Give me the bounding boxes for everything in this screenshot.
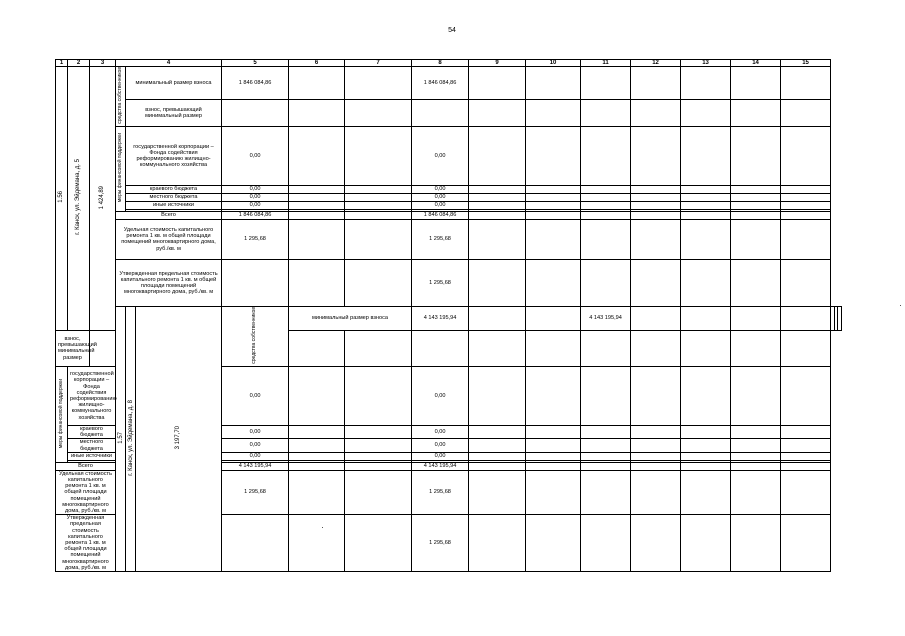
row-label: государственной корпорации – Фонда содействия реформированию жилищно-коммунального хозяйства [68,366,116,425]
col5-value: 1 846 084,86 [222,67,289,100]
empty-cell [581,185,631,193]
header-row [56,60,842,67]
empty-cell [781,201,831,209]
row-label: иные источники [68,452,116,460]
col5-value [222,515,289,572]
table-row [56,201,842,209]
row-area: 1 424,89 [90,67,116,331]
empty-cell [289,211,345,219]
empty-cell [781,99,831,126]
empty-cell [681,515,731,572]
empty-cell [731,67,781,100]
table-row [56,306,842,330]
empty-cell [469,126,526,185]
table-row [56,67,842,100]
empty-cell [781,425,831,438]
empty-cell [781,193,831,201]
empty-cell [631,425,681,438]
empty-cell [526,193,581,201]
empty-cell [731,306,781,330]
col8-value: 0,00 [412,366,469,425]
empty-cell [345,126,412,185]
col5-value: 0,00 [222,201,289,209]
empty-cell [731,470,781,514]
empty-cell [681,201,731,209]
empty-cell [469,452,526,460]
empty-cell [581,67,631,100]
col8-value: 0,00 [412,193,469,201]
empty-cell [289,99,345,126]
empty-cell [289,330,345,366]
col5-value: 4 143 195,94 [412,306,469,330]
empty-cell [526,126,581,185]
table-row [56,193,842,201]
header-cell: 9 [469,60,526,67]
col5-value: 0,00 [222,452,289,460]
header-cell: 10 [526,60,581,67]
header-cell: 15 [781,60,831,67]
empty-cell [631,67,681,100]
empty-cell [469,201,526,209]
header-cell: 5 [222,60,289,67]
empty-cell [681,366,731,425]
empty-cell [681,452,731,460]
empty-cell [345,99,412,126]
empty-cell [289,439,345,452]
row-area: 3 197,70 [136,306,222,571]
col5-value: 1 295,68 [222,470,289,514]
row-label: Утвержденная предельная стоимость капитального ремонта 1 кв. м общей площади помещений многоквартирного дома, руб./кв. м [116,259,222,306]
col8-value: 1 846 084,86 [412,211,469,219]
empty-cell [289,470,345,514]
empty-cell [681,425,731,438]
empty-cell [731,515,781,572]
empty-cell [581,452,631,460]
row-label: иные источники [126,201,222,209]
empty-cell [469,439,526,452]
empty-cell [631,126,681,185]
row-label: Удельная стоимость капитального ремонта 1 кв. м общей площади помещений многоквартирного дома, руб./кв. м [116,219,222,259]
empty-cell [345,425,412,438]
empty-cell [631,439,681,452]
scan-speck [900,305,901,306]
empty-cell [631,470,681,514]
empty-cell [631,193,681,201]
empty-cell [731,185,781,193]
empty-cell [581,219,631,259]
empty-cell [731,201,781,209]
header-cell: 11 [581,60,631,67]
table-row [56,126,842,185]
empty-cell [631,306,681,330]
empty-cell [631,462,681,470]
empty-cell [581,425,631,438]
row-label: взнос, превышающий минимальный размер [126,99,222,126]
empty-cell [526,425,581,438]
empty-cell [781,126,831,185]
empty-cell [526,306,581,330]
empty-cell [469,211,526,219]
empty-cell [469,67,526,100]
col5-value: 0,00 [222,439,289,452]
empty-cell [469,470,526,514]
empty-cell [526,515,581,572]
empty-cell [526,259,581,306]
empty-cell [681,67,731,100]
empty-cell [526,330,581,366]
header-cell: 4 [116,60,222,67]
empty-cell [526,439,581,452]
empty-cell [731,126,781,185]
empty-cell [731,425,781,438]
empty-cell [581,366,631,425]
empty-cell [631,366,681,425]
col5-value: 1 295,68 [222,219,289,259]
empty-cell [681,219,731,259]
empty-cell [469,515,526,572]
empty-cell [289,452,345,460]
empty-cell [526,67,581,100]
page-number: 54 [448,27,456,34]
col8-value: 0,00 [412,185,469,193]
row-index: 1.56 [56,67,68,331]
empty-cell [345,462,412,470]
empty-cell [731,462,781,470]
empty-cell [345,185,412,193]
scan-speck [322,527,323,528]
empty-cell [781,462,831,470]
support-measures-group: меры финансовой поддержки [116,126,126,211]
empty-cell [469,462,526,470]
col8-value: 0,00 [412,452,469,460]
empty-cell [345,211,412,219]
empty-cell [781,452,831,460]
empty-cell [731,99,781,126]
table-row [56,219,842,259]
empty-cell [681,211,731,219]
empty-cell [731,452,781,460]
row-label: краевого бюджета [126,185,222,193]
header-cell: 2 [68,60,90,67]
col5-value: 0,00 [222,366,289,425]
empty-cell [581,126,631,185]
empty-cell [345,439,412,452]
empty-cell [781,439,831,452]
empty-cell [289,259,345,306]
col5-value: 0,00 [222,126,289,185]
own-funds-group: средства собственников [116,67,126,127]
empty-cell [631,330,681,366]
col8-value: 0,00 [412,201,469,209]
table-row [56,99,842,126]
empty-cell [469,185,526,193]
row-label: взнос, превышающий минимальный размер [56,330,90,366]
empty-cell [781,470,831,514]
empty-cell [289,185,345,193]
empty-cell [681,259,731,306]
empty-cell [581,99,631,126]
empty-cell [681,462,731,470]
row-label: Удельная стоимость капитального ремонта 1 кв. м общей площади помещений многоквартирного дома, руб./кв. м [56,470,116,514]
empty-cell [345,470,412,514]
row-address: г. Канск, ул. Эйдемана, д. 8 [126,306,136,571]
table-row [56,259,842,306]
empty-cell [469,425,526,438]
empty-cell [345,193,412,201]
support-measures-group: меры финансовой поддержки [56,366,68,462]
header-cell: 13 [681,60,731,67]
empty-cell [681,185,731,193]
empty-cell [526,185,581,193]
col8-value: 0,00 [412,425,469,438]
row-label: местного бюджета [68,439,116,452]
table-row [56,211,842,219]
empty-cell [681,99,731,126]
empty-cell [681,330,731,366]
empty-cell [345,219,412,259]
row-label: Утвержденная предельная стоимость капитального ремонта 1 кв. м общей площади помещений многоквартирного дома, руб./кв. м [56,515,116,572]
empty-cell [289,219,345,259]
empty-cell [581,259,631,306]
col8-value: 1 295,68 [412,259,469,306]
header-cell: 14 [731,60,781,67]
empty-cell [631,99,681,126]
header-cell: 7 [345,60,412,67]
empty-cell [838,306,842,330]
empty-cell [289,425,345,438]
empty-cell [469,99,526,126]
col8-value: 4 143 195,94 [581,306,631,330]
empty-cell [731,193,781,201]
empty-cell [731,439,781,452]
empty-cell [469,330,526,366]
header-cell: 1 [56,60,68,67]
capital-repair-table [55,59,842,572]
col8-value [412,330,469,366]
empty-cell [581,211,631,219]
col5-value: 4 143 195,94 [222,462,289,470]
col5-value: 0,00 [222,425,289,438]
empty-cell [731,211,781,219]
empty-cell [781,515,831,572]
col5-value [222,99,289,126]
empty-cell [731,366,781,425]
empty-cell [289,201,345,209]
empty-cell [289,462,345,470]
empty-cell [581,439,631,452]
col8-value: 0,00 [412,439,469,452]
col5-value: 0,00 [222,185,289,193]
empty-cell [345,366,412,425]
empty-cell [526,452,581,460]
row-index: 1.57 [116,306,126,571]
empty-cell [631,201,681,209]
empty-cell [289,193,345,201]
empty-cell [526,211,581,219]
empty-cell [345,259,412,306]
row-address: г. Канск, ул. Эйдемана, д. 5 [68,67,90,331]
empty-cell [526,366,581,425]
empty-cell [681,126,731,185]
col8-value: 1 295,68 [412,470,469,514]
empty-cell [781,259,831,306]
empty-cell [731,330,781,366]
empty-cell [345,515,412,572]
col8-value: 4 143 195,94 [412,462,469,470]
empty-cell [631,219,681,259]
row-label: минимальный размер взноса [126,67,222,100]
empty-cell [469,259,526,306]
empty-cell [581,193,631,201]
empty-cell [681,439,731,452]
empty-cell [289,67,345,100]
col5-value: 0,00 [222,193,289,201]
empty-cell [631,211,681,219]
empty-cell [781,330,831,366]
header-cell: 3 [90,60,116,67]
empty-cell [345,452,412,460]
col5-value: 1 846 084,86 [222,211,289,219]
empty-cell [345,201,412,209]
col8-value: 0,00 [412,126,469,185]
own-funds-group: средства собственников [222,306,289,366]
empty-cell [526,201,581,209]
empty-cell [781,185,831,193]
empty-cell [731,259,781,306]
table-row [56,185,842,193]
empty-cell [469,219,526,259]
empty-cell [581,201,631,209]
row-label: местного бюджета [126,193,222,201]
empty-cell [581,330,631,366]
empty-cell [289,366,345,425]
empty-cell [345,330,412,366]
row-label: Всего [116,211,222,219]
col8-value: 1 295,68 [412,515,469,572]
empty-cell [526,462,581,470]
empty-cell [581,470,631,514]
empty-cell [526,99,581,126]
col5-value [222,259,289,306]
empty-cell [581,515,631,572]
empty-cell [289,515,345,572]
col8-value: 1 295,68 [412,219,469,259]
empty-cell [289,126,345,185]
row-label: Всего [56,462,116,470]
col8-value [412,99,469,126]
empty-cell [781,67,831,100]
header-cell: 8 [412,60,469,67]
empty-cell [631,185,681,193]
empty-cell [781,219,831,259]
empty-cell [781,306,831,330]
header-cell: 6 [289,60,345,67]
empty-cell [781,211,831,219]
empty-cell [681,193,731,201]
row-label: краевого бюджета [68,425,116,438]
empty-cell [681,306,731,330]
empty-cell [631,515,681,572]
empty-cell [631,452,681,460]
row-label: государственной корпорации – Фонда содействия реформированию жилищно-коммунального хозяйства [126,126,222,185]
empty-cell [781,366,831,425]
empty-cell [581,462,631,470]
empty-cell [345,67,412,100]
row-label: минимальный размер взноса [289,306,412,330]
empty-cell [526,219,581,259]
col8-value: 1 846 084,86 [412,67,469,100]
empty-cell [681,470,731,514]
empty-cell [731,219,781,259]
empty-cell [526,470,581,514]
empty-cell [469,306,526,330]
empty-cell [631,259,681,306]
header-cell: 12 [631,60,681,67]
empty-cell [469,366,526,425]
empty-cell [469,193,526,201]
